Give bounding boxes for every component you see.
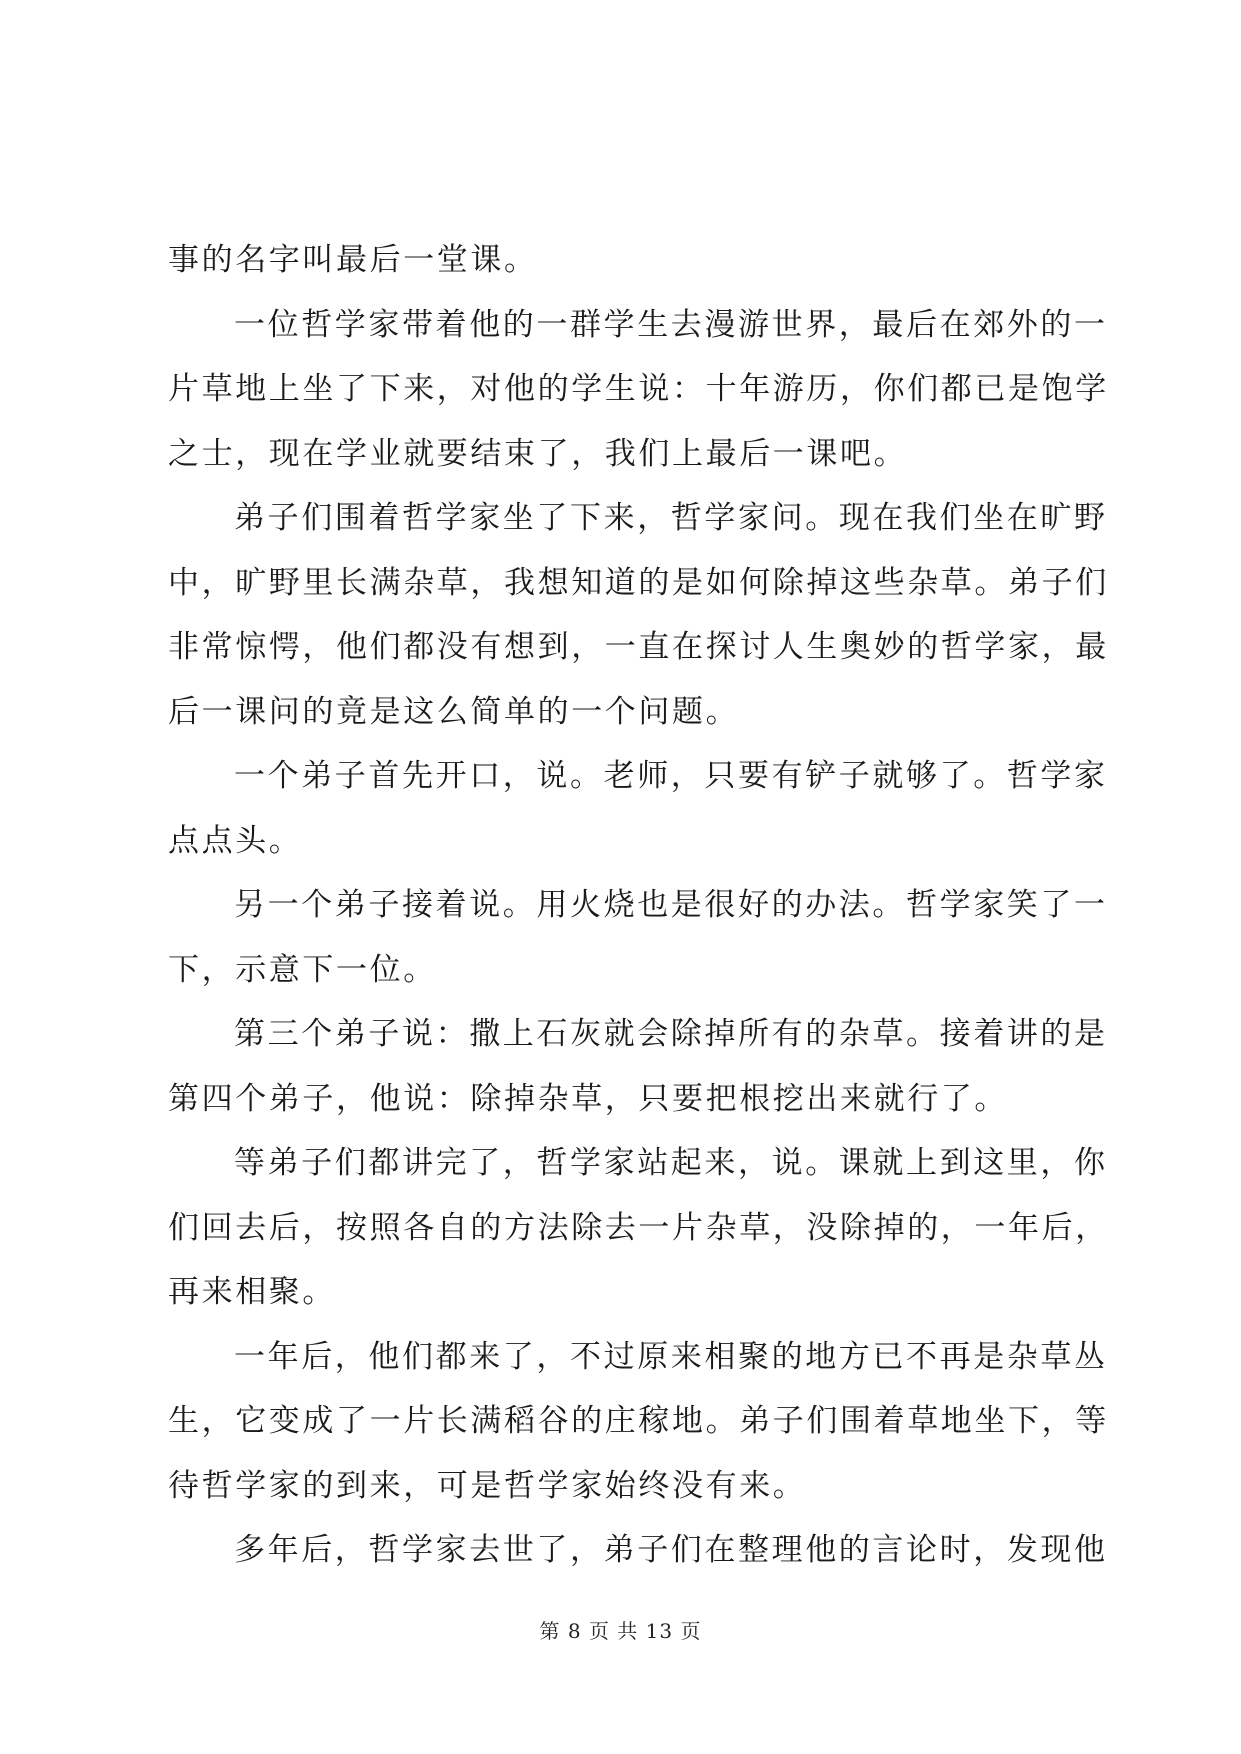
text-line: 一个弟子首先开口，说。老师，只要有铲子就够了。哲学家 xyxy=(234,758,1108,794)
text-line: 片草地上坐了下来，对他的学生说：十年游历，你们都已是饱学 xyxy=(168,371,1109,407)
text-line: 第三个弟子说：撒上石灰就会除掉所有的杂草。接着讲的是 xyxy=(234,1016,1108,1052)
text-line: 生，它变成了一片长满稻谷的庄稼地。弟子们围着草地坐下，等 xyxy=(168,1403,1109,1439)
text-line: 待哲学家的到来，可是哲学家始终没有来。 xyxy=(168,1467,807,1504)
text-line: 另一个弟子接着说。用火烧也是很好的办法。哲学家笑了一 xyxy=(234,887,1108,923)
text-line: 第四个弟子，他说：除掉杂草，只要把根挖出来就行了。 xyxy=(168,1080,1008,1117)
page-number-footer: 第 8 页 共 13 页 xyxy=(539,1619,702,1643)
text-line: 再来相聚。 xyxy=(168,1274,336,1310)
text-line: 多年后，哲学家去世了，弟子们在整理他的言论时，发现他 xyxy=(234,1532,1108,1568)
text-line: 之士，现在学业就要结束了，我们上最后一课吧。 xyxy=(168,435,908,472)
text-line: 事的名字叫最后一堂课。 xyxy=(168,242,538,278)
text-line: 弟子们围着哲学家坐了下来，哲学家问。现在我们坐在旷野 xyxy=(234,500,1108,536)
text-line: 们回去后，按照各自的方法除去一片杂草，没除掉的，一年后， xyxy=(168,1209,1109,1246)
body-text xyxy=(168,228,1109,1583)
text-line: 后一课问的竟是这么简单的一个问题。 xyxy=(168,693,740,730)
text-line: 下，示意下一位。 xyxy=(168,951,437,988)
text-line: 非常惊愕，他们都没有想到，一直在探讨人生奥妙的哲学家，最 xyxy=(168,629,1109,665)
text-line: 等弟子们都讲完了，哲学家站起来，说。课就上到这里，你 xyxy=(234,1145,1108,1181)
text-line: 一位哲学家带着他的一群学生去漫游世界，最后在郊外的一 xyxy=(234,306,1108,343)
text-line: 一年后，他们都来了，不过原来相聚的地方已不再是杂草丛 xyxy=(234,1338,1108,1375)
text-line: 中，旷野里长满杂草，我想知道的是如何除掉这些杂草。弟子们 xyxy=(168,564,1109,601)
text-line: 点点头。 xyxy=(168,822,303,859)
